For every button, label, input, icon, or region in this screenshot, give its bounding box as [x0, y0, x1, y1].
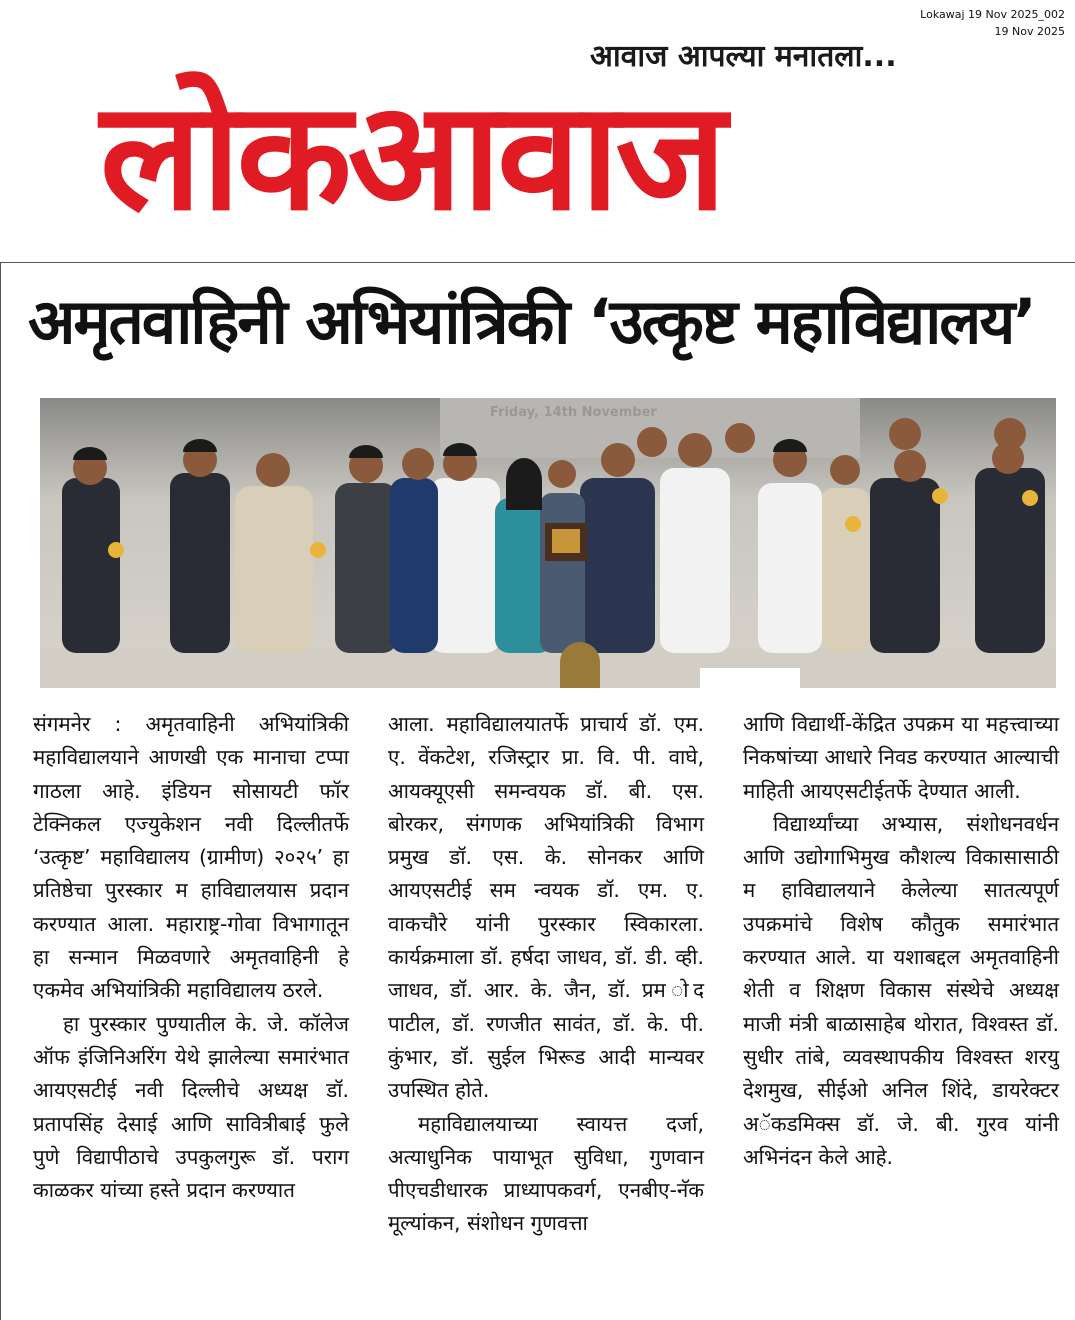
article-column-3	[743, 708, 1059, 1174]
masthead-tagline: आवाज आपल्या मनातला...	[590, 39, 897, 74]
article-photo	[40, 398, 1056, 688]
edition-date: 19 Nov 2025	[994, 25, 1065, 38]
paragraph: हा पुरस्कार पुण्यातील के. जे. कॉलेज ऑफ इंजिनिअरिंग येथे झालेल्या समारंभात आयएसटीई नवी दिल्लीचे अध्यक्ष डॉ. प्रतापसिंह देसाई आणि सावित्रीबाई फुले पुणे विद्यापीठाचे उपकुलगुरू डॉ. पराग काळकर यांच्या हस्ते प्रदान करण्यात	[33, 1011, 349, 1203]
paragraph: आला. महाविद्यालयातर्फे प्राचार्य डॉ. एम. ए. वेंकटेश, रजिस्ट्रार प्रा. वि. पी. वाघे, आयक्यूएसी समन्वयक डॉ. बी. एस. बोरकर, संगणक अभियांत्रिकी विभाग प्रमुख डॉ. एस. के. सोनकर आणि आयएसटीई सम न्वयक डॉ. एम. ए. वाकचौरे यांनी पुरस्कार स्विकारला. कार्यक्रमाला डॉ. हर्षदा जाधव, डॉ. डी. व्ही. जाधव, डॉ. आर. के. जैन, डॉ. प्रम ोद पाटील, डॉ. रणजीत सावंत, डॉ. के. पी. कुंभार, डॉ. सुईल भिरूड आदी मान्यवर उपस्थित होते.	[388, 712, 704, 1103]
paragraph: संगमनेर : अमृतवाहिनी अभियांत्रिकी महाविद्यालयाने आणखी एक मानाचा टप्पा गाठला आहे. इंडियन सोसायटी फॉर टेक्निकल एज्युकेशन नवी दिल्लीतर्फे ‘उत्कृष्ट’ महाविद्यालय (ग्रामीण) २०२५’ हा प्रतिष्ठेचा पुरस्कार म हाविद्यालयास प्रदान करण्यात आला. महाराष्ट्र-गोवा विभागातून हा सन्मान मिळवणारे अमृतवाहिनी हे एकमेव अभियांत्रिकी महाविद्यालय ठरले.	[33, 712, 349, 1003]
edition-info	[920, 6, 1065, 40]
article-column-1	[33, 708, 349, 1207]
article-column-2	[388, 708, 704, 1241]
masthead-logo: लोकआवाज	[100, 70, 723, 244]
banner-text: Friday, 14th November	[490, 405, 657, 420]
article-headline: अमृतवाहिनी अभियांत्रिकी ‘उत्कृष्ट महाविद्यालय’	[28, 285, 1035, 358]
award-ceremony-photo	[40, 398, 1056, 688]
edition-id: Lokawaj 19 Nov 2025_002	[920, 8, 1065, 21]
paragraph: महाविद्यालयाच्या स्वायत्त दर्जा, अत्याधुनिक पायाभूत सुविधा, गुणवान पीएचडीधारक प्राध्यापकवर्ग, एनबीए-नॅक मूल्यांकन, संशोधन गुणवत्ता	[388, 1111, 704, 1236]
paragraph: विद्यार्थ्यांच्या अभ्यास, संशोधनवर्धन आणि उद्योगाभिमुख कौशल्य विकासासाठी म हाविद्यालयाने केलेल्या सातत्यपूर्ण उपक्रमांचे विशेष कौतुक समारंभात करण्यात आले. या यशाबद्दल अमृतवाहिनी शेती व शिक्षण विकास संस्थेचे अध्यक्ष माजी मंत्री बाळासाहेब थोरात, विश्वस्त डॉ. सुधीर तांबे, व्यवस्थापकीय विश्वस्त शरयु देशमुख, सीईओ अनिल शिंदे, डायरेक्टर अॅकडमिक्स डॉ. जे. बी. गुरव यांनी अभिनंदन केले आहे.	[743, 811, 1059, 1169]
paragraph: आणि विद्यार्थी-केंद्रित उपक्रम या महत्त्वाच्या निकषांच्या आधारे निवड करण्यात आल्याची माहिती आयएसटीईतर्फे देण्यात आली.	[743, 712, 1059, 803]
